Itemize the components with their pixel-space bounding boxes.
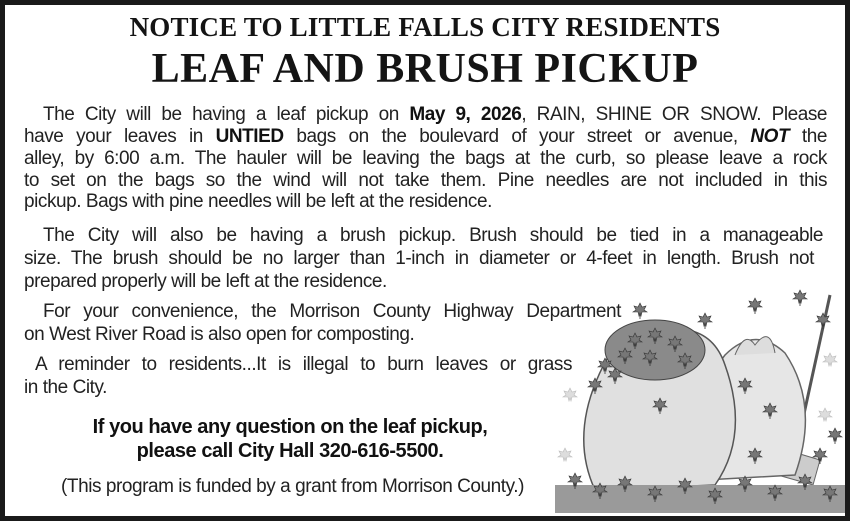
text-line: alley, by 6:00 a.m. The hauler will be leaving the bags at the curb, so please leave a rock bbox=[24, 148, 827, 169]
contact-line: If you have any question on the leaf pickup, bbox=[92, 416, 488, 438]
text-line: prepared properly will be left at the residence. bbox=[24, 271, 387, 292]
text: the bbox=[789, 126, 827, 147]
funding-note: (This program is funded by a grant from Morrison County.) bbox=[61, 476, 524, 497]
text: , RAIN, SHINE OR SNOW. Please bbox=[521, 104, 828, 125]
text: have your leaves in bbox=[24, 126, 216, 147]
notice-heading: NOTICE TO LITTLE FALLS CITY RESIDENTS bbox=[129, 12, 721, 42]
leaf-bags-illustration bbox=[555, 285, 845, 513]
text: bags on the boulevard of your street or avenue, bbox=[283, 126, 751, 147]
text-line: to set on the bags so the wind will not take them. Pine needles are not included in this bbox=[24, 170, 827, 191]
text-line bbox=[24, 126, 827, 148]
text-line: A reminder to residents...It is illegal to burn leaves or grass bbox=[35, 354, 572, 375]
emphasis-not: NOT bbox=[750, 126, 790, 147]
notice-title: LEAF AND BRUSH PICKUP bbox=[151, 46, 699, 92]
text-line: pickup. Bags with pine needles will be left at the residence. bbox=[24, 191, 492, 212]
text: The City will be having a leaf pickup on bbox=[43, 104, 410, 125]
contact-phone-line: please call City Hall 320-616-5500. bbox=[136, 440, 444, 462]
text-line: in the City. bbox=[24, 377, 107, 398]
text-line: For your convenience, the Morrison County Highway Department bbox=[43, 301, 621, 322]
text-line: on West River Road is also open for composting. bbox=[24, 324, 415, 345]
pickup-date: May 9, 2026 bbox=[409, 104, 522, 125]
emphasis-untied: UNTIED bbox=[215, 126, 284, 147]
text-line bbox=[43, 104, 827, 126]
text-line: The City will also be having a brush pickup. Brush should be tied in a manageable bbox=[43, 225, 823, 246]
text-line: size. The brush should be no larger than 1-inch in diameter or 4-feet in length. Brush not bbox=[24, 248, 814, 269]
